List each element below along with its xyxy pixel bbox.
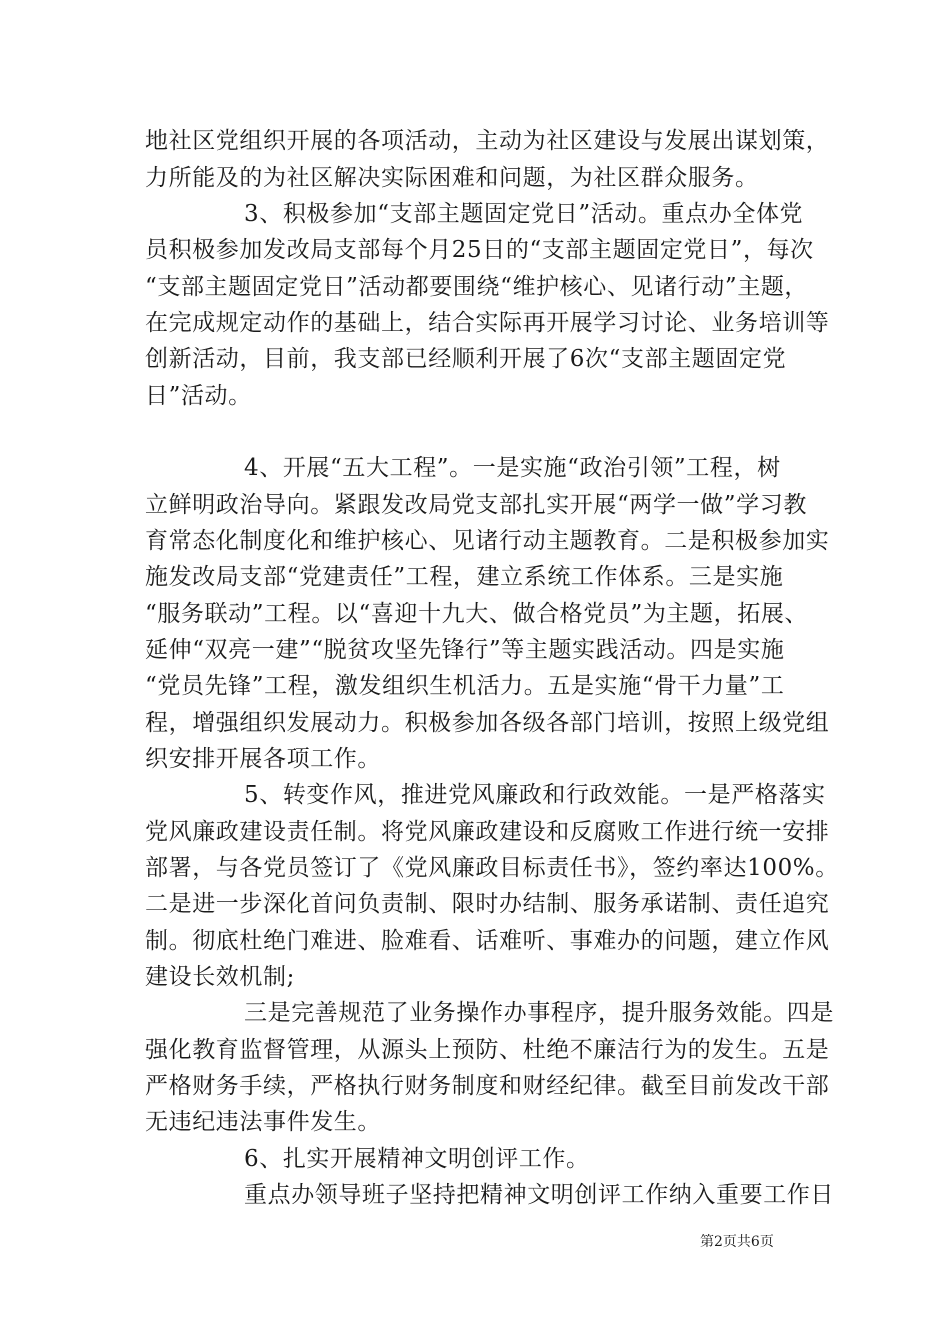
text-line: 制。彻底杜绝门难进、脸难看、话难听、事难办的问题，建立作风 xyxy=(145,928,830,954)
text-line: 日”活动。 xyxy=(145,383,252,409)
text-line: 立鲜明政治导向。紧跟发改局党支部扎实开展“两学一做”学习教 xyxy=(145,492,807,518)
text-line: 部署，与各党员签订了《党风廉政目标责任书》，签约率达100%。 xyxy=(145,855,839,881)
text-line: 三是完善规范了业务操作办事程序，提升服务效能。四是 xyxy=(244,1000,834,1026)
text-line: 二是进一步深化首问负责制、限时办结制、服务承诺制、责任追究 xyxy=(145,891,830,917)
text-line: 员积极参加发改局支部每个月25日的“支部主题固定党日”，每次 xyxy=(145,237,814,263)
text-line: 党风廉政建设责任制。将党风廉政建设和反腐败工作进行统一安排 xyxy=(145,819,830,845)
text-line: 织安排开展各项工作。 xyxy=(145,746,381,772)
text-line: 育常态化制度化和维护核心、见诸行动主题教育。二是积极参加实 xyxy=(145,528,830,554)
text-line: 力所能及的为社区解决实际困难和问题，为社区群众服务。 xyxy=(145,165,759,191)
text-line: 4、开展“五大工程”。一是实施“政治引领”工程，树 xyxy=(244,455,781,481)
text-line: 严格财务手续，严格执行财务制度和财经纪律。截至目前发改干部 xyxy=(145,1073,830,1099)
text-line: 创新活动，目前，我支部已经顺利开展了6次“支部主题固定党 xyxy=(145,346,787,372)
text-line: “服务联动”工程。以“喜迎十九大、做合格党员”为主题，拓展、 xyxy=(145,601,809,627)
page-footer: 第2页共6页 xyxy=(700,1234,774,1250)
text-line: 无违纪违法事件发生。 xyxy=(145,1109,381,1135)
text-line: 3、积极参加“支部主题固定党日”活动。重点办全体党 xyxy=(244,201,804,227)
text-line: 强化教育监督管理，从源头上预防、杜绝不廉洁行为的发生。五是 xyxy=(145,1037,830,1063)
text-line: 6、扎实开展精神文明创评工作。 xyxy=(244,1146,590,1172)
text-line: 地社区党组织开展的各项活动，主动为社区建设与发展出谋划策， xyxy=(145,128,830,154)
text-line: “支部主题固定党日”活动都要围绕“维护核心、见诸行动”主题， xyxy=(145,274,809,300)
text-line: 在完成规定动作的基础上，结合实际再开展学习讨论、业务培训等 xyxy=(145,310,830,336)
text-line: 重点办领导班子坚持把精神文明创评工作纳入重要工作日 xyxy=(244,1182,834,1208)
text-line: 施发改局支部“党建责任”工程，建立系统工作体系。三是实施 xyxy=(145,564,784,590)
text-line: 程，增强组织发展动力。积极参加各级各部门培训，按照上级党组 xyxy=(145,710,830,736)
text-line: 延伸“双亮一建”“脱贫攻坚先锋行”等主题实践活动。四是实施 xyxy=(145,637,785,663)
text-line: “党员先锋”工程，激发组织生机活力。五是实施“骨干力量”工 xyxy=(145,673,785,699)
text-line: 5、转变作风，推进党风廉政和行政效能。一是严格落实 xyxy=(244,782,826,808)
text-line: 建设长效机制; xyxy=(145,964,295,990)
